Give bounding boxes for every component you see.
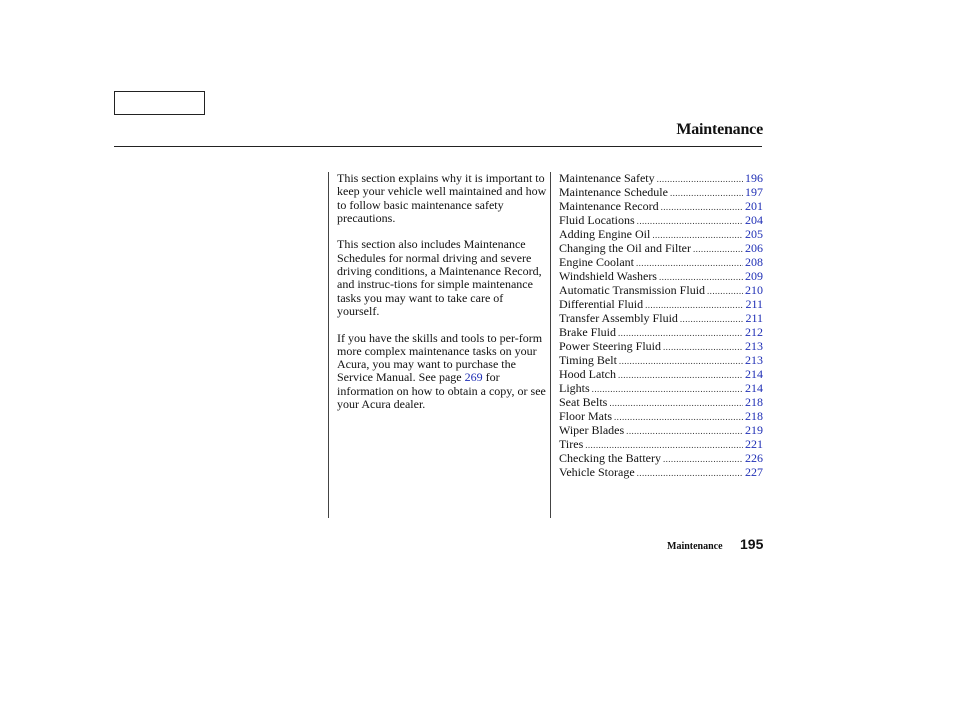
toc-dot-leader	[609, 397, 743, 410]
footer-section-label: Maintenance	[667, 541, 723, 552]
toc-dot-leader	[618, 369, 743, 382]
toc-item-label: Maintenance Safety	[559, 171, 655, 185]
column-divider-middle	[550, 172, 551, 518]
toc-item[interactable]	[559, 172, 763, 186]
toc-item-page-link[interactable]: 209	[745, 269, 763, 283]
intro-paragraph-3	[337, 332, 547, 412]
toc-item[interactable]	[559, 326, 763, 340]
toc-item[interactable]	[559, 424, 763, 438]
toc-dot-leader	[661, 201, 743, 214]
toc-item[interactable]	[559, 438, 763, 452]
title-divider	[114, 146, 762, 147]
toc-item-label: Vehicle Storage	[559, 465, 635, 479]
toc-item-page-link[interactable]: 208	[745, 255, 763, 269]
toc-item-label: Floor Mats	[559, 409, 613, 423]
toc-item-label: Hood Latch	[559, 367, 616, 381]
toc-item[interactable]	[559, 186, 763, 200]
toc-item-label: Maintenance Record	[559, 199, 659, 213]
toc-item-page-link[interactable]: 226	[745, 451, 763, 465]
toc-item[interactable]	[559, 368, 763, 382]
intro-paragraph-1: This section explains why it is important to keep your vehicle well maintained and how to follow basic maintenance safety precautions.	[337, 171, 547, 225]
toc-item-label: Adding Engine Oil	[559, 227, 651, 241]
toc-item-label: Transfer Assembly Fluid	[559, 311, 678, 325]
toc-item[interactable]	[559, 452, 763, 466]
intro-paragraph-2: This section also includes Maintenance Schedules for normal driving and severe driving conditions, a Maintenance Record, and instruc-tions for simple maintenance tasks you may want to take care of yourself.	[337, 237, 542, 318]
toc-dot-leader	[680, 313, 744, 326]
toc-item-label: Automatic Transmission Fluid	[559, 283, 706, 297]
toc-item-page-link[interactable]: 196	[745, 171, 763, 185]
toc-item-label: Power Steering Fluid	[559, 339, 661, 353]
toc-item-label: Windshield Washers	[559, 269, 657, 283]
toc-item-page-link[interactable]: 218	[745, 409, 763, 423]
toc-item[interactable]	[559, 214, 763, 228]
toc-item-page-link[interactable]: 214	[745, 381, 763, 395]
toc-item[interactable]	[559, 298, 763, 312]
toc-item[interactable]	[559, 382, 763, 396]
toc-item-label: Maintenance Schedule	[559, 185, 668, 199]
toc-item-label: Changing the Oil and Filter	[559, 241, 691, 255]
toc-dot-leader	[670, 187, 743, 200]
toc-item-page-link[interactable]: 213	[745, 339, 763, 353]
toc-item[interactable]	[559, 396, 763, 410]
toc-item[interactable]	[559, 284, 763, 298]
toc-item-label: Brake Fluid	[559, 325, 616, 339]
toc-item-label: Lights	[559, 381, 590, 395]
toc-dot-leader	[614, 411, 743, 424]
toc-item-page-link[interactable]: 205	[745, 227, 763, 241]
column-divider-left	[328, 172, 329, 518]
toc-dot-leader	[693, 243, 743, 256]
toc-item-page-link[interactable]: 204	[745, 213, 763, 227]
intro-text	[337, 172, 547, 425]
toc-item-page-link[interactable]: 221	[745, 437, 763, 451]
toc-item-label: Timing Belt	[559, 353, 617, 367]
toc-item-label: Wiper Blades	[559, 423, 625, 437]
intro-paragraph-3-start: If you have the skills and tools to per-form more complex maintenance tasks on your Acura, you may want to purchase the Service Manual. See page	[337, 330, 543, 385]
toc-dot-leader	[657, 173, 743, 186]
toc-item-page-link[interactable]: 201	[745, 199, 763, 213]
toc-item-label: Tires	[559, 437, 584, 451]
toc-item-page-link[interactable]: 218	[745, 395, 763, 409]
table-of-contents	[559, 172, 763, 480]
page-title: Maintenance	[676, 121, 763, 138]
page-number: 195	[740, 536, 764, 552]
toc-item-page-link[interactable]: 210	[745, 283, 763, 297]
toc-item[interactable]	[559, 242, 763, 256]
toc-item[interactable]	[559, 200, 763, 214]
toc-item-page-link[interactable]: 211	[745, 297, 763, 311]
toc-dot-leader	[637, 215, 743, 228]
toc-item-page-link[interactable]: 197	[745, 185, 763, 199]
toc-item-page-link[interactable]: 206	[745, 241, 763, 255]
toc-dot-leader	[592, 383, 743, 396]
toc-item-page-link[interactable]: 219	[745, 423, 763, 437]
toc-dot-leader	[663, 453, 743, 466]
toc-item-page-link[interactable]: 214	[745, 367, 763, 381]
toc-item[interactable]	[559, 312, 763, 326]
toc-item[interactable]	[559, 410, 763, 424]
intro-paragraph-3-end: for information on how to obtain a copy, or see your Acura dealer.	[337, 370, 546, 412]
toc-item-label: Engine Coolant	[559, 255, 634, 269]
toc-item[interactable]	[559, 270, 763, 284]
toc-item-page-link[interactable]: 213	[745, 353, 763, 367]
toc-dot-leader	[626, 425, 743, 438]
toc-item[interactable]	[559, 228, 763, 242]
toc-item-page-link[interactable]: 227	[745, 465, 763, 479]
toc-item[interactable]	[559, 466, 763, 480]
toc-dot-leader	[637, 467, 743, 480]
toc-item-page-link[interactable]: 212	[745, 325, 763, 339]
toc-item-label: Fluid Locations	[559, 213, 635, 227]
toc-dot-leader	[663, 341, 743, 354]
toc-item-label: Seat Belts	[559, 395, 608, 409]
section-tab-box	[114, 91, 205, 115]
toc-dot-leader	[619, 355, 743, 368]
service-manual-page-link[interactable]: 269	[464, 370, 483, 385]
toc-item-page-link[interactable]: 211	[745, 311, 763, 325]
toc-item-label: Differential Fluid	[559, 297, 644, 311]
toc-item[interactable]	[559, 256, 763, 270]
toc-item[interactable]	[559, 340, 763, 354]
toc-item-label: Checking the Battery	[559, 451, 661, 465]
toc-dot-leader	[707, 285, 743, 298]
toc-item[interactable]	[559, 354, 763, 368]
